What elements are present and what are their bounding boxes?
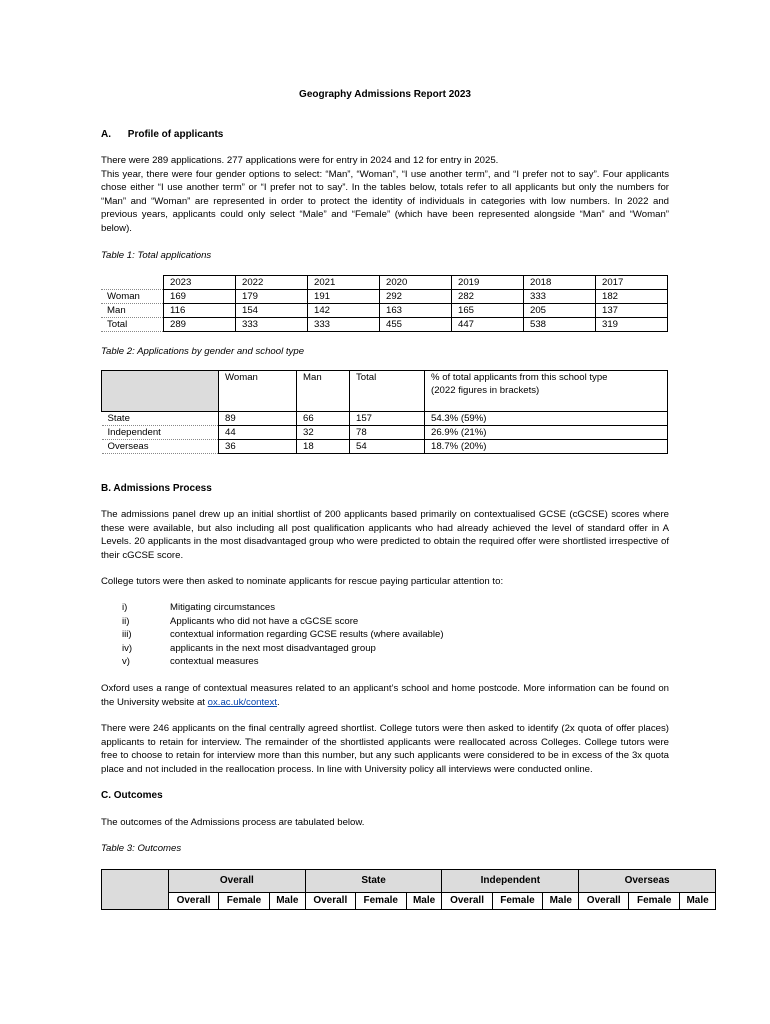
table1-cell: 182 <box>596 290 668 304</box>
table2-row-label: State <box>102 412 219 426</box>
section-c-heading: C. Outcomes <box>101 790 163 801</box>
table3-subheader: Female <box>629 893 680 910</box>
table3-subheader: Overall <box>442 893 492 910</box>
list-item <box>122 655 444 669</box>
section-a-paragraph <box>101 154 669 235</box>
table2-caption: Table 2: Applications by gender and school type <box>101 346 305 357</box>
table2-header: Man <box>297 371 350 412</box>
table1-year: 2021 <box>308 276 380 290</box>
para-b2: College tutors were then asked to nominate applicants for rescue paying particular attention to: <box>101 576 504 587</box>
table3-subheader: Female <box>219 893 270 910</box>
table3-subheader: Overall <box>305 893 355 910</box>
table1-cell: 292 <box>380 290 452 304</box>
table1-cell: 333 <box>236 318 308 332</box>
table2-gender-school-type <box>101 370 668 454</box>
para-b3-end: . <box>276 696 280 708</box>
table1-year: 2023 <box>164 276 236 290</box>
table2-cell: 36 <box>219 440 297 454</box>
table1-cell: 455 <box>380 318 452 332</box>
list-item-text: Applicants who did not have a cGCSE score <box>170 615 359 627</box>
table3-group-row <box>102 870 716 893</box>
list-item-number: v) <box>122 656 130 667</box>
table2-header-percent-label: % of total applicants from this school type <box>431 372 608 383</box>
table1-cell: 169 <box>164 290 236 304</box>
table2-cell: 66 <box>297 412 350 426</box>
table3-corner <box>102 870 169 910</box>
list-item-number: iii) <box>122 629 132 640</box>
table2-corner <box>102 371 219 412</box>
table-row <box>101 304 668 318</box>
table2-header-percent-note: (2022 figures in brackets) <box>431 385 540 396</box>
section-a-number: A. <box>101 129 111 140</box>
table1-cell: 142 <box>308 304 380 318</box>
table1-cell: 447 <box>452 318 524 332</box>
table2-cell: 54 <box>350 440 425 454</box>
table2-cell: 18.7% (20%) <box>425 440 668 454</box>
rescue-criteria-list <box>122 601 444 669</box>
table3-caption: Table 3: Outcomes <box>101 843 182 854</box>
table1-cell: 205 <box>524 304 596 318</box>
table3-subheader: Female <box>355 893 406 910</box>
table1-total-applications <box>101 275 668 332</box>
table1-header-row <box>101 276 668 290</box>
table2-cell: 26.9% (21%) <box>425 426 668 440</box>
list-item-text: Mitigating circumstances <box>170 602 276 613</box>
table-row <box>101 290 668 304</box>
table3-subheader: Male <box>543 893 579 910</box>
table3-subheader: Overall <box>579 893 629 910</box>
table2-header-percent <box>425 371 668 412</box>
table1-cell: 163 <box>380 304 452 318</box>
table1-cell: 538 <box>524 318 596 332</box>
list-item-text: contextual information regarding GCSE results (where available) <box>170 629 444 640</box>
table2-cell: 54.3% (59%) <box>425 412 668 426</box>
para-b3 <box>101 682 669 709</box>
context-link[interactable]: ox.ac.uk/context <box>207 696 277 708</box>
table3-subheader: Male <box>406 893 442 910</box>
table3-outcomes <box>101 869 716 910</box>
table1-cell: 333 <box>524 290 596 304</box>
table3-subheader: Female <box>492 893 543 910</box>
table3-subheader: Male <box>269 893 305 910</box>
section-a-title: Profile of applicants <box>127 129 224 140</box>
table3-subheader: Overall <box>169 893 219 910</box>
table3-group: Overseas <box>579 870 716 893</box>
table1-cell: 154 <box>236 304 308 318</box>
table1-cell: 191 <box>308 290 380 304</box>
table-row <box>101 318 668 332</box>
table2-row-label: Independent <box>102 426 219 440</box>
table3-subheader: Male <box>680 893 716 910</box>
table3-group: Overall <box>169 870 306 893</box>
table2-cell: 157 <box>350 412 425 426</box>
table1-corner <box>101 276 164 290</box>
table1-year: 2022 <box>236 276 308 290</box>
report-title: Geography Admissions Report 2023 <box>299 89 471 100</box>
list-item-text: applicants in the next most disadvantaged group <box>170 642 376 654</box>
table1-cell: 165 <box>452 304 524 318</box>
list-item <box>122 615 444 629</box>
table1-caption: Table 1: Total applications <box>101 250 212 261</box>
table2-cell: 78 <box>350 426 425 440</box>
table-row <box>102 412 668 426</box>
table2-header: Woman <box>219 371 297 412</box>
table1-row-label: Man <box>101 304 164 318</box>
list-item-number: i) <box>122 602 128 613</box>
table2-cell: 18 <box>297 440 350 454</box>
table1-cell: 289 <box>164 318 236 332</box>
table1-cell: 319 <box>596 318 668 332</box>
table1-cell: 137 <box>596 304 668 318</box>
list-item <box>122 601 444 615</box>
list-item-number: ii) <box>122 615 130 627</box>
list-item <box>122 628 444 642</box>
para-b1: The admissions panel drew up an initial shortlist of 200 applicants based primarily on contextualised GCSE (cGCSE) scores where these were available, but also including all post qualification applicants who had already achieved the level of standard offer in A Levels. 20 applicants in the most disadvantaged group who were predicted to obtain the required offer were shortlisted irrespective of their cGCSE score. <box>101 509 669 561</box>
table-row <box>102 440 668 454</box>
table1-year: 2019 <box>452 276 524 290</box>
table3-subheader-row <box>102 893 716 910</box>
table1-cell: 179 <box>236 290 308 304</box>
table2-cell: 32 <box>297 426 350 440</box>
table2-row-label: Overseas <box>102 440 219 454</box>
table-row <box>102 426 668 440</box>
para-a2: This year, there were four gender options to select: “Man”, “Woman”, “I use another term”, and “I prefer not to say”. Four applicants chose either “I use another term” or “I prefer not to say”. In the tables below, totals refer to all applicants but only the numbers for “Man” and “Woman” are represented in order to protect the identity of individuals in categories with low numbers. In 2022 and previous years, applicants could only select “Male” and “Female” (which have been represented alongside “Man” and “Woman” below). <box>101 168 669 234</box>
table1-year: 2020 <box>380 276 452 290</box>
table3-group: State <box>305 870 442 893</box>
para-a1: There were 289 applications. 277 applications were for entry in 2024 and 12 for entry in 2025. <box>101 155 499 166</box>
section-a-heading <box>101 129 223 140</box>
table1-cell: 333 <box>308 318 380 332</box>
table1-row-label: Woman <box>101 290 164 304</box>
table2-cell: 89 <box>219 412 297 426</box>
table2-cell: 44 <box>219 426 297 440</box>
table1-cell: 282 <box>452 290 524 304</box>
table3-group: Independent <box>442 870 579 893</box>
para-b3-text: Oxford uses a range of contextual measures related to an applicant’s school and home postcode. More information can be found on the University website at <box>101 683 669 708</box>
table2-header: Total <box>350 371 425 412</box>
list-item <box>122 642 444 656</box>
table1-year: 2017 <box>596 276 668 290</box>
section-b-heading: B. Admissions Process <box>101 483 212 494</box>
para-c1: The outcomes of the Admissions process are tabulated below. <box>101 817 365 828</box>
table2-header-row <box>102 371 668 412</box>
list-item-number: iv) <box>122 642 133 654</box>
table1-cell: 116 <box>164 304 236 318</box>
table1-row-label: Total <box>101 318 164 332</box>
list-item-text: contextual measures <box>170 656 259 667</box>
para-b4: There were 246 applicants on the final centrally agreed shortlist. College tutors were then asked to identify (2x quota of offer places) applicants to retain for interview. The remainder of the shortlisted applicants were reallocated across Colleges. College tutors were free to choose to retain for interview more than this number, but any such applicants were considered to be in excess of the 3x quota place and not included in the reallocation process. In line with University policy all interviews were conducted online. <box>101 723 669 775</box>
table1-year: 2018 <box>524 276 596 290</box>
